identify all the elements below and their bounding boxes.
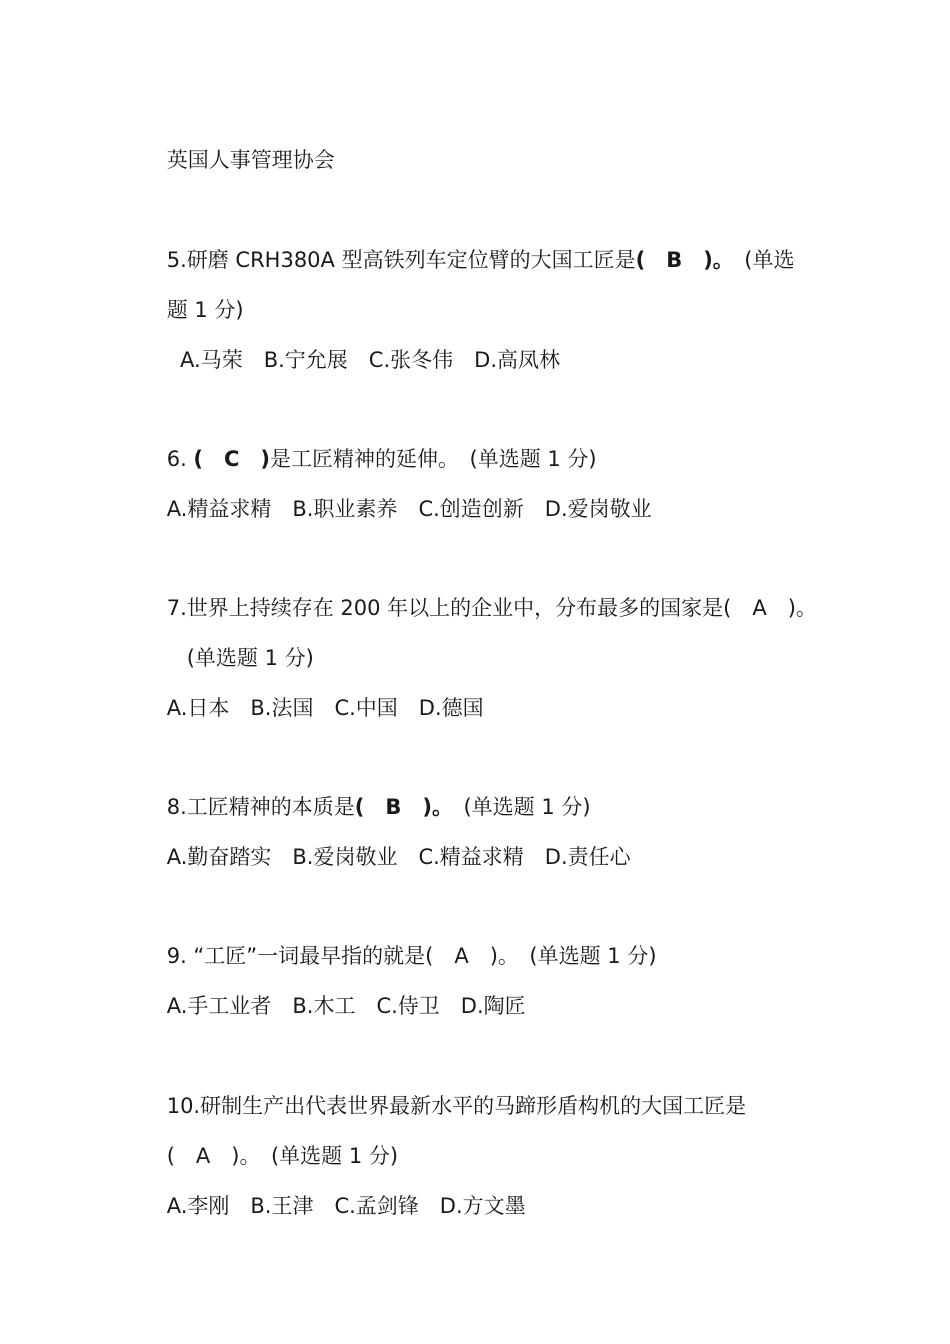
- question-type: ( A )。 (单选题 1 分): [166, 1144, 399, 1168]
- options-text: A.马荣 B.宁允展 C.张冬伟 D.高凤林: [166, 348, 560, 372]
- question-10-options: [140, 1164, 526, 1248]
- answer-bracket: ( B )。: [354, 795, 443, 819]
- question-text: 9. “工匠”一词最早指的就是( A )。 (单选题 1 分): [166, 944, 657, 968]
- question-5-options: [140, 318, 560, 402]
- question-type: (单选题 1 分): [442, 795, 591, 819]
- options-text: A.精益求精 B.职业素养 C.创造创新 D.爱岗敬业: [166, 497, 652, 521]
- options-text: A.勤奋踏实 B.爱岗敬业 C.精益求精 D.责任心: [166, 845, 631, 869]
- question-text: 5.研磨 CRH380A 型高铁列车定位臂的大国工匠是: [166, 248, 636, 272]
- question-type-continued: 题 1 分): [166, 298, 244, 322]
- question-9-options: [140, 964, 526, 1048]
- options-text: A.李刚 B.王津 C.孟剑锋 D.方文墨: [166, 1194, 526, 1218]
- heading-text: [140, 118, 335, 202]
- question-type: (单选: [723, 248, 795, 272]
- question-text: 是工匠精神的延伸。 (单选题 1 分): [270, 447, 597, 471]
- question-text: 10.研制生产出代表世界最新水平的马蹄形盾构机的大国工匠是: [166, 1094, 747, 1118]
- question-text: 8.工匠精神的本质是: [166, 795, 355, 819]
- question-6-options: [140, 467, 652, 551]
- question-text: 7.世界上持续存在 200 年以上的企业中，分布最多的国家是( A )。: [166, 596, 817, 620]
- answer-bracket: ( B )。: [635, 248, 724, 272]
- answer-bracket: ( C ): [193, 447, 271, 471]
- question-type: (单选题 1 分): [166, 646, 314, 670]
- options-text: A.手工业者 B.木工 C.侍卫 D.陶匠: [166, 994, 526, 1018]
- question-7-options: [140, 666, 484, 750]
- question-number: 6.: [166, 447, 194, 471]
- question-8-options: [140, 815, 631, 899]
- options-text: A.日本 B.法国 C.中国 D.德国: [166, 696, 484, 720]
- text-run: 英国人事管理协会: [166, 148, 335, 172]
